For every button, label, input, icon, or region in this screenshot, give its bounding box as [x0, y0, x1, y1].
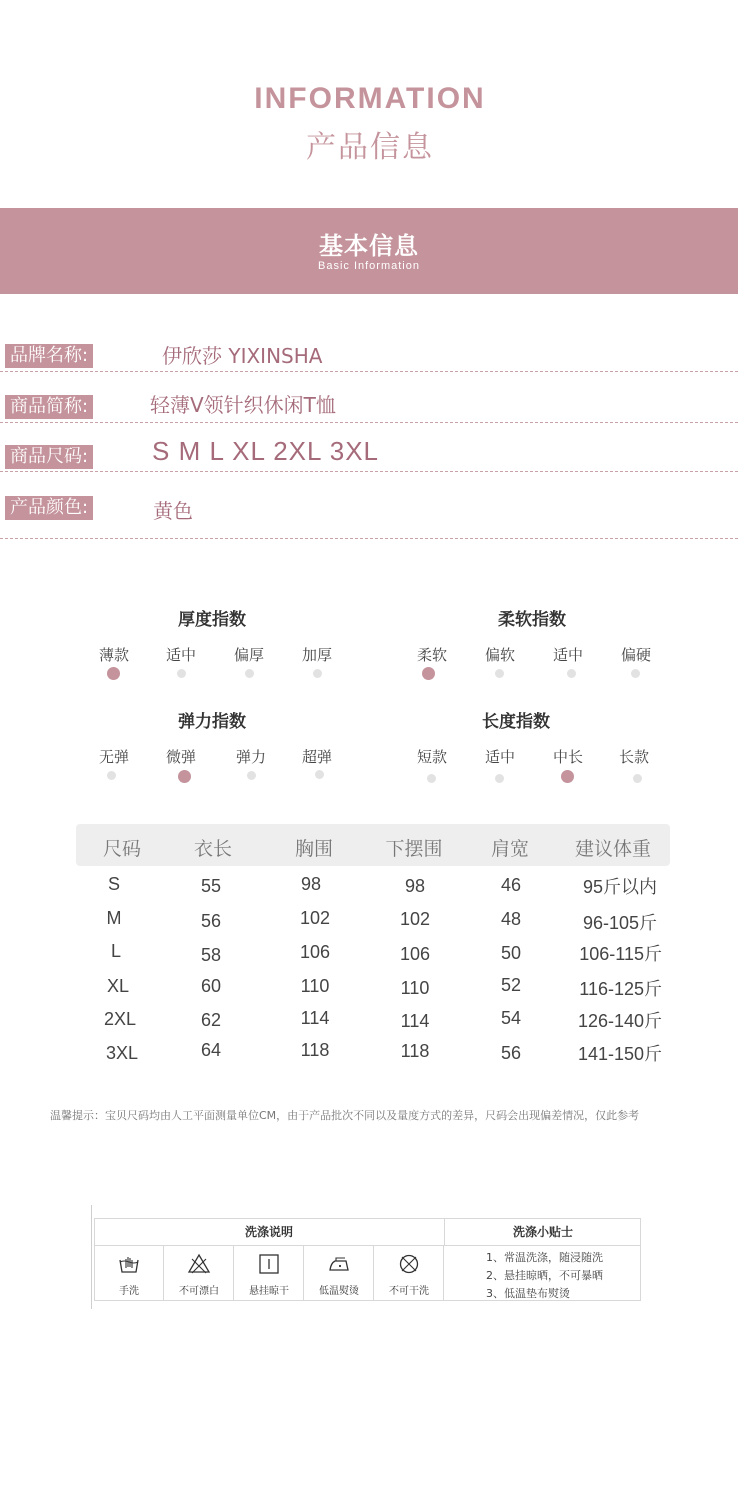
softness-option: 偏软 [484, 646, 515, 664]
elasticity-option: 超弹 [301, 748, 332, 766]
care-label: 低温熨烫 [319, 1286, 359, 1297]
cell-chest: 110 [300, 976, 330, 996]
cell-weight: 96-105斤 [582, 913, 657, 933]
cell-hem: 118 [400, 1041, 430, 1061]
care-label: 不可漂白 [179, 1286, 219, 1297]
banner-title-cn: 基本信息 [319, 232, 419, 260]
cell-weight: 141-150斤 [577, 1044, 662, 1064]
thickness-option: 适中 [165, 646, 196, 664]
cell-chest: 98 [300, 874, 322, 894]
length-dot [633, 774, 642, 783]
thickness-dot [177, 669, 186, 678]
care-item-hang-dry [234, 1246, 304, 1301]
softness-dot [495, 669, 504, 678]
care-label: 手洗 [119, 1286, 139, 1297]
cell-size: L [110, 941, 121, 961]
softness-dot [631, 669, 640, 678]
table-row [0, 872, 740, 902]
cell-shoulder: 56 [500, 1043, 522, 1063]
cell-size: XL [106, 976, 130, 996]
cell-length: 60 [200, 976, 222, 996]
thickness-dot [245, 669, 254, 678]
care-item-no-dry-clean [374, 1246, 444, 1301]
cell-size: M [106, 908, 122, 928]
hang-dry-icon [257, 1252, 281, 1276]
care-item-low-iron [304, 1246, 374, 1301]
product-name-value: 轻薄V领针织休闲T恤 [150, 393, 336, 417]
col-header-weight: 建议体重 [574, 838, 651, 860]
elasticity-index-title: 弹力指数 [178, 712, 246, 732]
care-title: 洗涤说明 [94, 1218, 444, 1246]
size-tip: 温馨提示：宝贝尺码均由人工平面测量单位CM，由于产品批次不同以及量度方式的差异，尺码会出现偏差情况，仅此参考 [50, 1109, 640, 1122]
cell-shoulder: 46 [500, 875, 522, 895]
cell-chest: 114 [300, 1008, 330, 1028]
table-row [0, 1007, 740, 1037]
table-row [0, 906, 740, 936]
cell-length: 55 [200, 876, 222, 896]
divider [0, 422, 738, 423]
col-header-size: 尺码 [102, 838, 141, 860]
cell-weight: 126-140斤 [577, 1011, 662, 1031]
size-label: 商品尺码: [5, 445, 93, 469]
cell-shoulder: 50 [500, 943, 522, 963]
cell-shoulder: 54 [500, 1008, 522, 1028]
care-item-hand-wash [94, 1246, 164, 1301]
cell-hem: 98 [404, 876, 426, 896]
brand-value: 伊欣莎 YIXINSHA [162, 344, 323, 368]
care-label: 不可干洗 [389, 1286, 429, 1297]
cell-weight: 95斤以内 [582, 877, 657, 897]
length-dot-selected [561, 770, 574, 783]
divider [0, 471, 738, 472]
color-label: 产品颜色: [5, 496, 93, 520]
care-item-no-bleach [164, 1246, 234, 1301]
length-dot [427, 774, 436, 783]
softness-option: 适中 [552, 646, 583, 664]
cell-weight: 106-115斤 [579, 944, 662, 964]
table-row [0, 974, 740, 1004]
length-option: 短款 [416, 748, 447, 766]
length-option: 中长 [552, 748, 583, 766]
low-iron-icon [327, 1252, 351, 1276]
thickness-index-title: 厚度指数 [178, 610, 246, 630]
header-title-en: INFORMATION [254, 82, 486, 115]
softness-dot [567, 669, 576, 678]
brand-label: 品牌名称: [5, 344, 93, 368]
elasticity-dot [315, 770, 324, 779]
table-row [0, 1040, 740, 1070]
softness-option: 柔软 [416, 646, 447, 664]
divider [0, 538, 738, 539]
color-value: 黄色 [153, 499, 193, 523]
elasticity-option: 无弹 [98, 748, 129, 766]
care-label: 悬挂晾干 [249, 1286, 289, 1297]
col-header-shoulder: 肩宽 [490, 838, 529, 860]
product-name-label: 商品简称: [5, 395, 93, 419]
care-tip: 2、悬挂晾晒，不可暴晒 [486, 1269, 603, 1282]
softness-option: 偏硬 [620, 646, 651, 664]
cell-hem: 102 [399, 909, 431, 929]
elasticity-dot [247, 771, 256, 780]
left-rule [91, 1205, 92, 1309]
header-title-cn: 产品信息 [306, 130, 434, 165]
care-tip: 3、低温垫布熨烫 [486, 1287, 570, 1300]
hand-wash-icon [117, 1252, 141, 1276]
elasticity-option: 弹力 [235, 748, 266, 766]
divider [0, 371, 738, 372]
care-tips-title: 洗涤小贴士 [444, 1218, 641, 1246]
cell-hem: 114 [400, 1011, 430, 1031]
cell-size: 3XL [105, 1043, 139, 1063]
elasticity-option: 微弹 [165, 748, 196, 766]
length-option: 适中 [484, 748, 515, 766]
cell-length: 62 [200, 1010, 222, 1030]
table-row [0, 940, 740, 970]
length-option: 长款 [618, 748, 649, 766]
softness-dot-selected [422, 667, 435, 680]
banner-title-en: Basic Information [318, 260, 420, 272]
no-dry-clean-icon [397, 1252, 421, 1276]
cell-size: S [107, 874, 120, 894]
col-header-length: 衣长 [193, 838, 232, 860]
softness-index-title: 柔软指数 [498, 610, 566, 630]
care-tip: 1、常温洗涤，随浸随洗 [486, 1251, 603, 1264]
cell-chest: 106 [299, 942, 331, 962]
cell-chest: 118 [300, 1040, 330, 1060]
size-value: S M L XL 2XL 3XL [152, 436, 380, 466]
cell-weight: 116-125斤 [579, 979, 662, 999]
cell-size: 2XL [103, 1009, 137, 1029]
no-bleach-icon [187, 1252, 211, 1276]
cell-hem: 106 [399, 944, 431, 964]
thickness-dot-selected [107, 667, 120, 680]
elasticity-dot [107, 771, 116, 780]
thickness-option: 加厚 [301, 646, 332, 664]
cell-chest: 102 [299, 908, 331, 928]
elasticity-dot-selected [178, 770, 191, 783]
cell-shoulder: 52 [500, 975, 522, 995]
cell-length: 56 [200, 911, 222, 931]
thickness-dot [313, 669, 322, 678]
cell-shoulder: 48 [500, 909, 522, 929]
thickness-option: 薄款 [98, 646, 129, 664]
thickness-option: 偏厚 [233, 646, 264, 664]
length-index-title: 长度指数 [482, 712, 550, 732]
cell-length: 58 [200, 945, 222, 965]
cell-length: 64 [200, 1040, 222, 1060]
col-header-hem: 下摆围 [385, 838, 443, 860]
length-dot [495, 774, 504, 783]
cell-hem: 110 [400, 978, 430, 998]
col-header-chest: 胸围 [294, 838, 333, 860]
